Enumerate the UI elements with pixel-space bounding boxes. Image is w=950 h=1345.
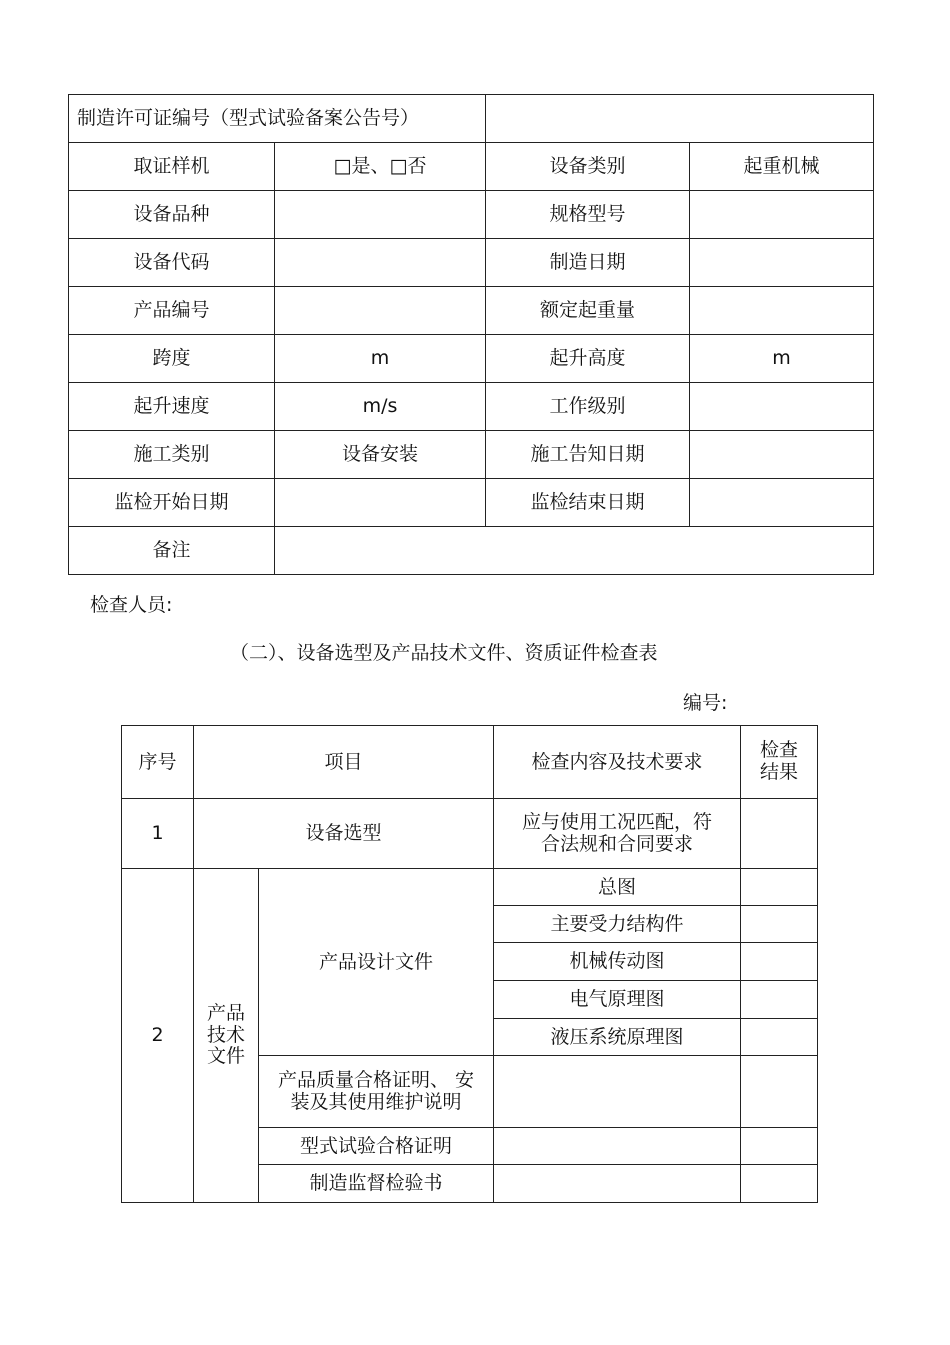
field-label: 制造日期	[486, 239, 690, 287]
field-value: 起重机械	[690, 143, 874, 191]
design-item-result	[741, 943, 818, 981]
row2-group: 产品技术文件	[194, 869, 259, 1203]
row1-content: 应与使用工况匹配，符合法规和合同要求	[494, 799, 741, 869]
field-label: 起升速度	[69, 383, 275, 431]
field-label: 起升高度	[486, 335, 690, 383]
header-result: 检查结果	[741, 726, 818, 799]
remarks-label: 备注	[69, 527, 275, 575]
info-row	[69, 335, 874, 383]
field-value: m	[275, 335, 486, 383]
design-item-row	[122, 869, 818, 906]
field-label: 设备代码	[69, 239, 275, 287]
serial-number-label: 编号:	[683, 692, 728, 714]
remarks-row	[69, 527, 874, 575]
info-rows	[69, 143, 874, 527]
quality-cert-label: 产品质量合格证明、 安装及其使用维护说明	[259, 1056, 494, 1128]
type-test-cert-label: 型式试验合格证明	[259, 1128, 494, 1165]
info-row	[69, 383, 874, 431]
row1-no: 1	[122, 799, 194, 869]
row1-result	[741, 799, 818, 869]
design-item: 主要受力结构件	[494, 906, 741, 943]
field-value: □是、□否	[275, 143, 486, 191]
field-label: 监检开始日期	[69, 479, 275, 527]
design-item-result	[741, 981, 818, 1019]
design-item-result	[741, 1019, 818, 1056]
quality-cert-result	[741, 1056, 818, 1128]
supervision-cert-result	[741, 1165, 818, 1203]
field-value	[275, 479, 486, 527]
design-item-result	[741, 906, 818, 943]
field-label: 额定起重量	[486, 287, 690, 335]
quality-cert-content	[494, 1056, 741, 1128]
remarks-value	[275, 527, 874, 575]
row2-no: 2	[122, 869, 194, 1203]
type-test-cert-content	[494, 1128, 741, 1165]
field-label: 取证样机	[69, 143, 275, 191]
header-no: 序号	[122, 726, 194, 799]
field-label: 规格型号	[486, 191, 690, 239]
license-row	[69, 95, 874, 143]
field-value: m	[690, 335, 874, 383]
field-value	[690, 239, 874, 287]
info-row	[69, 143, 874, 191]
field-value: 设备安装	[275, 431, 486, 479]
design-item-result	[741, 869, 818, 906]
info-row	[69, 431, 874, 479]
design-docs-label: 产品设计文件	[259, 869, 494, 1056]
info-row	[69, 239, 874, 287]
header-item: 项目	[194, 726, 494, 799]
field-value	[690, 383, 874, 431]
design-item: 电气原理图	[494, 981, 741, 1019]
supervision-cert-label: 制造监督检验书	[259, 1165, 494, 1203]
equipment-info-table	[68, 94, 874, 575]
field-label: 工作级别	[486, 383, 690, 431]
supervision-cert-content	[494, 1165, 741, 1203]
field-value	[275, 191, 486, 239]
field-value	[690, 287, 874, 335]
header-content: 检查内容及技术要求	[494, 726, 741, 799]
field-label: 设备品种	[69, 191, 275, 239]
design-item: 总图	[494, 869, 741, 906]
info-row	[69, 479, 874, 527]
header-row	[122, 726, 818, 799]
info-row	[69, 191, 874, 239]
field-value: m/s	[275, 383, 486, 431]
field-label: 施工类别	[69, 431, 275, 479]
design-item: 液压系统原理图	[494, 1019, 741, 1056]
design-item: 机械传动图	[494, 943, 741, 981]
field-value	[275, 239, 486, 287]
field-value	[690, 191, 874, 239]
field-value	[275, 287, 486, 335]
field-label: 产品编号	[69, 287, 275, 335]
field-label: 设备类别	[486, 143, 690, 191]
license-label: 制造许可证编号（型式试验备案公告号）	[69, 95, 486, 143]
license-value	[486, 95, 874, 143]
type-test-cert-result	[741, 1128, 818, 1165]
field-label: 监检结束日期	[486, 479, 690, 527]
row1-item: 设备选型	[194, 799, 494, 869]
section-title: （二）、设备选型及产品技术文件、资质证件检查表	[230, 642, 658, 664]
document-check-table	[121, 725, 818, 1203]
field-value	[690, 431, 874, 479]
field-value	[690, 479, 874, 527]
info-row	[69, 287, 874, 335]
field-label: 跨度	[69, 335, 275, 383]
inspector-label: 检查人员:	[90, 594, 173, 616]
field-label: 施工告知日期	[486, 431, 690, 479]
row-equipment-selection	[122, 799, 818, 869]
